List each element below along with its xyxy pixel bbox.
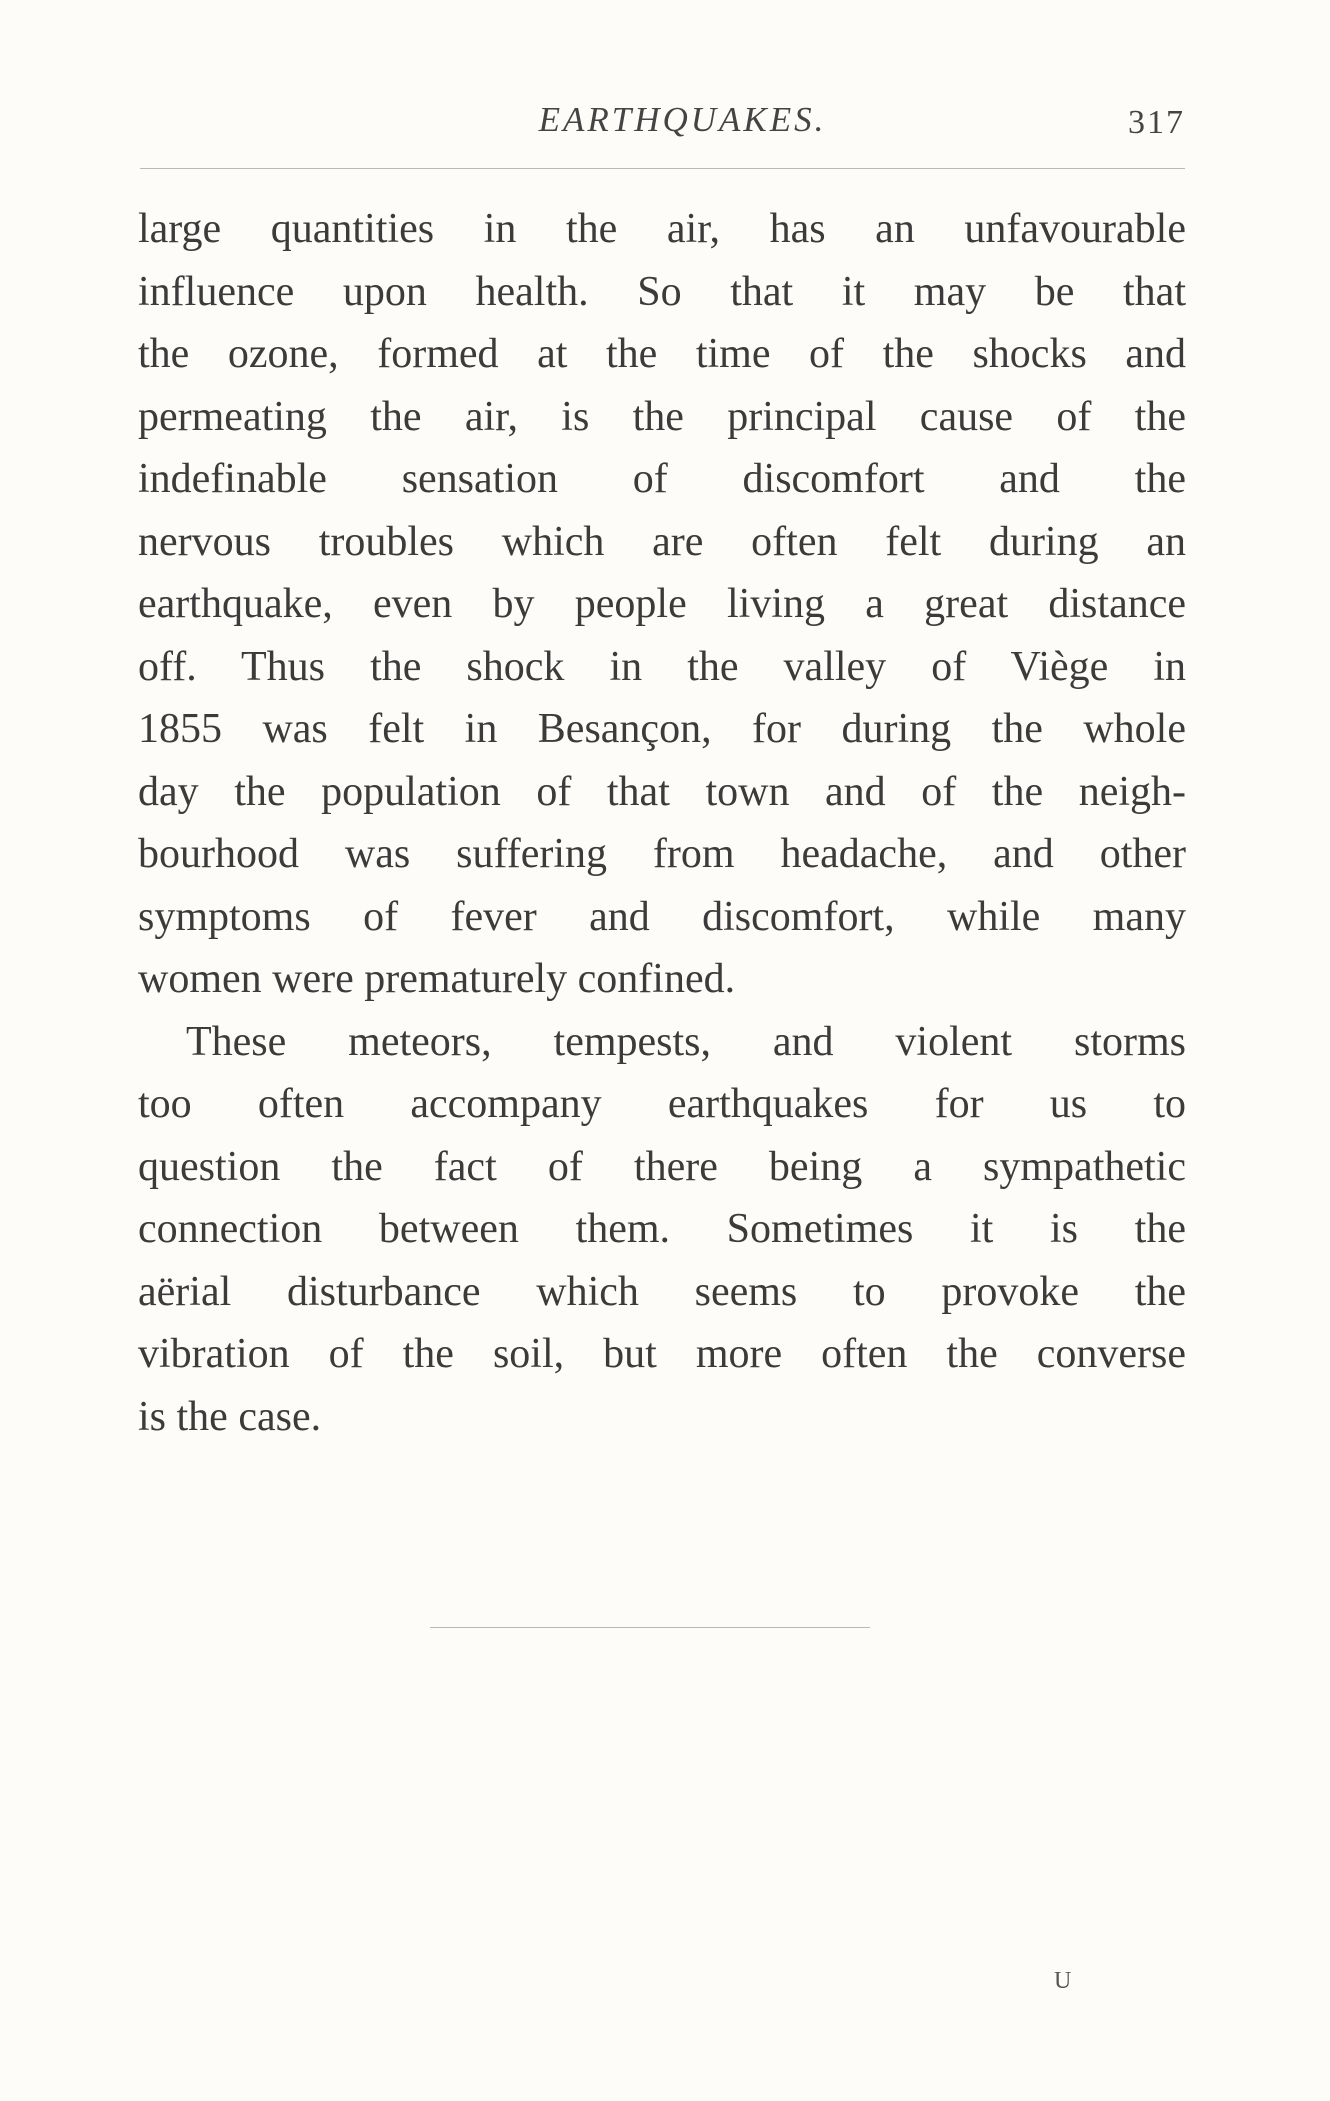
text-line: These meteors, tempests, and violent storms [186, 1018, 1186, 1065]
body-text [138, 198, 1186, 1448]
text-line: question the fact of there being a sympathetic [138, 1143, 1186, 1190]
text-line: indefinable sensation of discomfort and the [138, 456, 1186, 502]
text-line: bourhood was suffering from headache, and other [138, 831, 1186, 877]
paragraph-2 [138, 1011, 1186, 1449]
text-line: permeating the air, is the principal cause of the [138, 393, 1186, 440]
text-line: large quantities in the air, has an unfavourable [138, 206, 1186, 252]
text-line: too often accompany earthquakes for us to [138, 1081, 1186, 1127]
paragraph-1 [138, 198, 1186, 1011]
header-rule [140, 168, 1185, 169]
text-line: women were prematurely confined. [138, 956, 736, 1002]
text-line: off. Thus the shock in the valley of Viège in [138, 643, 1186, 690]
text-line: connection between them. Sometimes it is the [138, 1206, 1186, 1252]
section-end-rule [430, 1627, 870, 1628]
text-line: day the population of that town and of the neigh- [138, 768, 1186, 815]
text-line: influence upon health. So that it may be that [138, 268, 1186, 315]
text-line: nervous troubles which are often felt during an [138, 518, 1186, 565]
text-line: aërial disturbance which seems to provoke the [138, 1268, 1186, 1315]
running-head [140, 100, 1185, 150]
text-line: 1855 was felt in Besançon, for during the whole [138, 706, 1186, 752]
signature-mark: U [1054, 1968, 1072, 1994]
text-line: symptoms of fever and discomfort, while many [138, 893, 1186, 940]
running-title: EARTHQUAKES. [538, 100, 827, 139]
text-line: the ozone, formed at the time of the shocks and [138, 331, 1186, 377]
text-line: vibration of the soil, but more often the converse [138, 1331, 1186, 1377]
text-line: earthquake, even by people living a great distance [138, 581, 1186, 627]
page-number: 317 [1128, 104, 1185, 141]
text-line: is the case. [138, 1393, 322, 1440]
